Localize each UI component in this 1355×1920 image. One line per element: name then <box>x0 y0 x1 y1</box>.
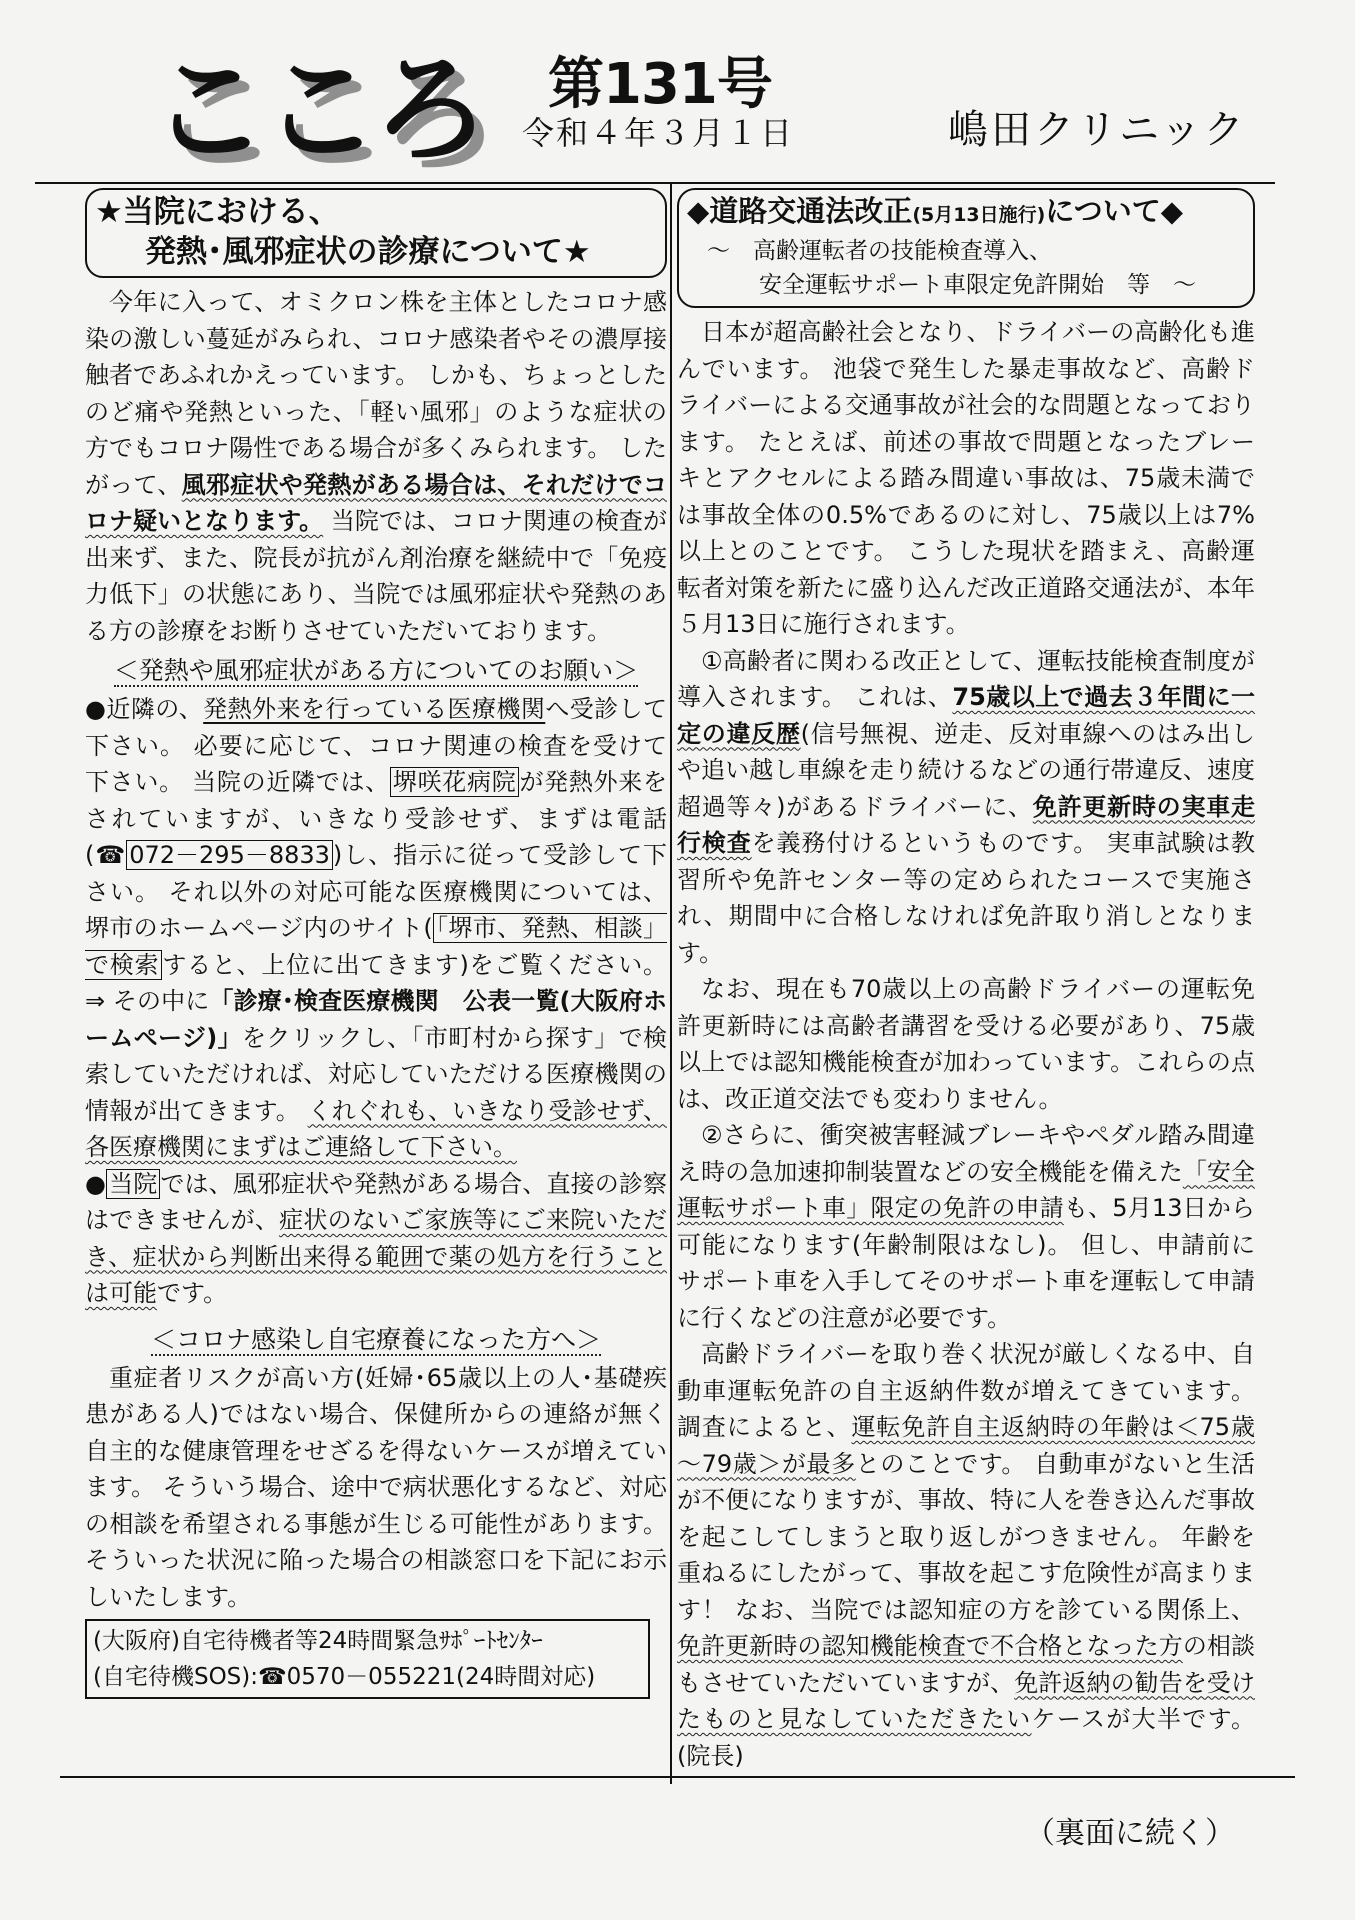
text: ②さらに、衝突被害軽減ブレーキやペダル踏み間違え時の急加速抑制装置などの安全機能を備えた <box>677 1121 1255 1186</box>
heading-title <box>687 192 1243 234</box>
logo-char: こ <box>262 41 377 179</box>
hospital-name-box: 堺咲花病院 <box>390 767 520 797</box>
text: ● <box>85 1169 107 1198</box>
heading-line: 発熱･風邪症状の診療について★ <box>145 234 591 270</box>
text: をクリックし、「市町村から探す」で検索していただければ、対応していただける医療機関の情報が出てきます。 <box>85 1023 667 1125</box>
right-column <box>677 188 1255 1774</box>
footer-divider <box>60 1776 1295 1778</box>
heading-subtitle: ～ 高齢運転者の技能検査導入、 <box>707 238 1052 264</box>
traffic-law-heading <box>677 188 1255 308</box>
subheading-text: ＜発熱や風邪症状がある方についてのお願い＞ <box>113 656 639 685</box>
text: 当院では、コロナ関連の検査が出来ず、また、院長が抗がん剤治療を継続中で「免疫力低下」の状態にあり、当院では風邪症状や発熱のある方の診療をお断りさせていただいております。 <box>85 507 667 645</box>
text: について◆ <box>1045 194 1184 228</box>
text: ●近隣の、 <box>85 695 204 723</box>
text: すると、上位に出てきます)をご覧ください。 ⇒ その中に <box>85 950 668 1015</box>
emphasis-text: 免許更新時の実車走行検査 <box>677 792 1255 857</box>
emphasis-text: 風邪症状や発熱がある場合は、それだけでコロナ疑いとなります。 <box>85 470 667 535</box>
heading-line: ★当院における、 <box>95 194 340 230</box>
emphasis-text: 「安全運転サポート車」限定の免許の申請 <box>677 1157 1256 1222</box>
text: です。 <box>157 1279 228 1307</box>
newsletter-logo <box>150 41 490 179</box>
request-subheading <box>85 651 667 691</box>
home-care-subheading <box>85 1320 667 1360</box>
text: 今年に入って、オミクロン株を主体としたコロナ感染の激しい蔓延がみられ、コロナ感染者やその濃厚接触者であふれかえっています。 しかも、ちょっとしたのど痛や発熱といった、「軽い風邪」のような症状の方でもコロナ陽性である場合が多くみられます。 したがって、 <box>85 288 667 499</box>
text: も、5月13日から可能になります(年齢制限はなし)。 但し、申請前にサポート車を入手してそのサポート車を運転して申請に行くなどの注意が必要です。 <box>677 1194 1256 1332</box>
header-divider <box>35 182 1275 184</box>
intro-paragraph: 日本が超高齢社会となり、ドライバーの高齢化も進んでいます。 池袋で発生した暴走事故など、高齢ドライバーによる交通事故が社会的な問題となっております。 たとえば、前述の事故で問題となったブレーキとアクセルによる踏み間違い事故は、75歳未満では事故全体の0.5%であるのに対し、75歳以上は7%以上とのことです。 こうした現状を踏まえ、高齢運転者対策を新たに盛り込んだ改正道路交通法が、本年５月13日に施行されます。 <box>677 318 1255 638</box>
skills-test-paragraph <box>677 643 1255 972</box>
emphasis-text: くれぐれも、いきなり受診せず、各医療機関にまずはご連絡して下さい。 <box>85 1096 667 1161</box>
intro-paragraph <box>85 284 667 649</box>
bold-link-text: 「診療･検査医療機関 公表一覧(大阪府ホームページ)」 <box>85 987 667 1052</box>
elderly-course-paragraph: なお、現在も70歳以上の高齢ドライバーの運転免許更新時には高齢者講習を受ける必要があり、75歳以上では認知機能検査が加わっています。これらの点は、改正道交法でも変わりません。 <box>677 975 1255 1113</box>
issue-number: 第131号 <box>548 52 772 117</box>
emphasis-text: 症状のないご家族等にご来院いただき、症状から判断出来得る範囲で薬の処方を行うことは可能 <box>85 1206 668 1307</box>
text: が発熱外来をされていますが、いきなり受診せず、まずは電話(☎ <box>85 768 667 869</box>
fever-article-heading <box>85 188 667 278</box>
sos-center-name: (大阪府)自宅待機者等24時間緊急ｻﾎﾟｰﾄｾﾝﾀｰ <box>93 1628 543 1654</box>
text: を義務付けるというものです。 実車試験は教習所や免許センター等の定められたコースで実施され、期間中に合格しなければ免許取り消しとなります。 <box>677 829 1255 967</box>
sos-contact-box <box>85 1619 650 1699</box>
text: ◆道路交通法改正 <box>687 194 913 228</box>
subheading-text: ＜コロナ感染し自宅療養になった方へ＞ <box>150 1324 601 1354</box>
emphasis-text: 免許返納の勧告を受けたものと見なしていただきたい <box>677 1668 1256 1733</box>
sos-phone: (自宅待機SOS):☎0570－055221(24時間対応) <box>93 1664 596 1690</box>
logo-char: こ <box>150 41 265 179</box>
text: 高齢ドライバーを取り巻く状況が厳しくなる中、自動車運転免許の自主返納件数が増えてきています。 調査によると、 <box>677 1340 1255 1441</box>
clinic-box: 当院 <box>106 1169 160 1199</box>
text: とのことです。 自動車がないと生活が不便になりますが、事故、特に人を巻き込んだ事故を起こしてしまうと取り返しがつきません。 年齢を重ねるにしたがって、事故を起こす危険性が高まります！ なお、当院では認知症の方を診ている関係上、 <box>677 1449 1255 1624</box>
search-terms-box: 「堺市、発熱、相談」で検索 <box>85 914 668 979</box>
column-divider <box>670 184 672 1784</box>
heading-subtitle: 安全運転サポート車限定免許開始 等 ～ <box>759 272 1196 298</box>
phone-number-box: 072－295－8833 <box>126 840 333 870</box>
continued-on-back: （裏面に続く） <box>1025 1816 1235 1851</box>
text: の相談もさせていただいていますが、 <box>677 1632 1256 1697</box>
emphasis-text: 運転免許自主返納時の年齢は＜75歳～79歳＞が最多 <box>677 1413 1255 1478</box>
logo-char: ろ <box>372 41 487 179</box>
home-care-paragraph: 重症者リスクが高い方(妊婦･65歳以上の人･基礎疾患がある人)ではない場合、保健所からの連絡が無く自主的な健康管理をせざるを得ないケースが増えています。 そういう場合、途中で病状悪化するなど、対応の相談を希望される事態が生じる可能性があります。 そういった状況に陥った場合の相談窓口を下記にお示しいたします。 <box>85 1363 667 1611</box>
support-car-paragraph <box>677 1117 1255 1336</box>
clinic-name: 嶋田クリニック <box>948 107 1247 153</box>
bullet-family-visit <box>85 1166 667 1312</box>
text: )し、指示に従って受診して下さい。 それ以外の対応可能な医療機関については、堺市のホームページ内のサイト( <box>85 841 667 942</box>
text: へ受診して下さい。 必要に応じて、コロナ関連の検査を受けて下さい。 当院の近隣では、 <box>85 695 668 796</box>
bullet-nearby-clinics <box>85 691 667 1166</box>
emphasis-text: 75歳以上で過去３年間に一定の違反歴 <box>677 683 1255 748</box>
text: (信号無視、逆走、反対車線へのはみ出しや追い越し車線を走り続けるなどの通行帯違反、速度超過等々)があるドライバーに、 <box>677 719 1255 821</box>
license-return-paragraph <box>677 1336 1255 1774</box>
underlined-text: 発熱外来を行っている医療機関 <box>203 695 546 723</box>
text: (5月13日施行) <box>912 204 1046 226</box>
issue-date: 令和４年３月１日 <box>522 114 795 152</box>
emphasis-text: 免許更新時の認知機能検査で不合格となった方 <box>677 1632 1183 1660</box>
left-column <box>85 188 667 1699</box>
text: ①高齢者に関わる改正として、運転技能検査制度が導入されます。 これは、 <box>677 646 1255 711</box>
text: ケースが大半です。(院長) <box>677 1705 1255 1770</box>
text: では、風邪症状や発熱がある場合、直接の診察はできませんが、 <box>85 1169 667 1234</box>
